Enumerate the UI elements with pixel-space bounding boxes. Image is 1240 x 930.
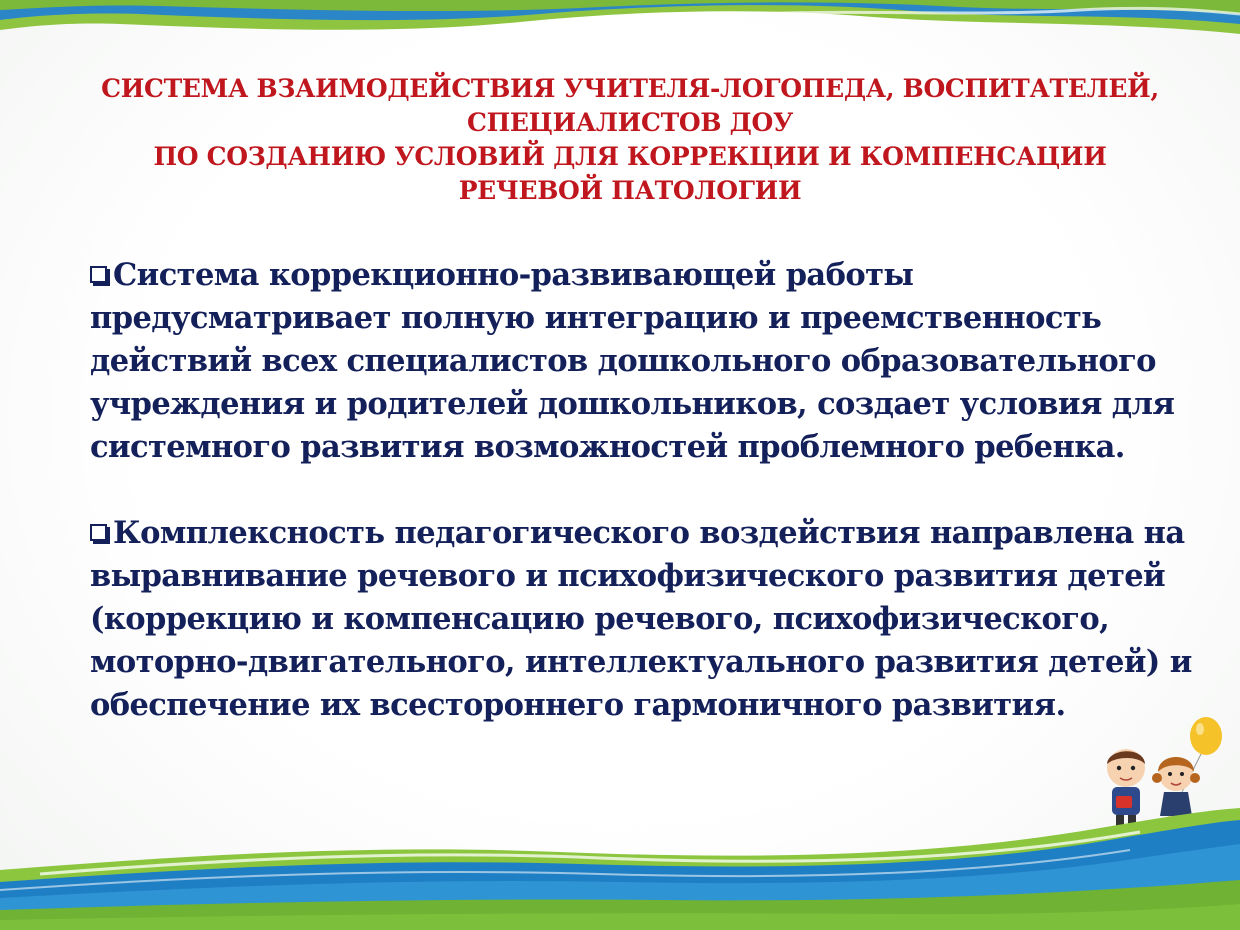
- slide-title: [80, 72, 1180, 208]
- bullet-line: действий всех специалистов дошкольного образовательного: [90, 343, 1156, 379]
- bullet-text: Комплексность педагогического воздействия направлена на: [113, 515, 1185, 551]
- bullet-line: учреждения и родителей дошкольников, создает условия для: [90, 386, 1175, 422]
- bullet-line: системного развития возможностей проблемного ребенка.: [90, 429, 1125, 465]
- bullet-line: обеспечение их всестороннего гармоничного развития.: [90, 687, 1066, 723]
- bullet-line-first: [90, 512, 1185, 555]
- bullet-item: [90, 512, 1192, 727]
- bottom-wave-decoration: [0, 770, 1240, 930]
- title-line: СПЕЦИАЛИСТОВ ДОУ: [466, 108, 794, 137]
- bullet-line: выравнивание речевого и психофизического развития детей: [90, 558, 1166, 594]
- checkbox-bullet-icon: [90, 266, 107, 283]
- title-line: ПО СОЗДАНИЮ УСЛОВИЙ ДЛЯ КОРРЕКЦИИ И КОМПЕНСАЦИИ: [153, 142, 1107, 171]
- top-wave-decoration: [0, 0, 1240, 70]
- title-line: СИСТЕМА ВЗАИМОДЕЙСТВИЯ УЧИТЕЛЯ-ЛОГОПЕДА, ВОСПИТАТЕЛЕЙ,: [101, 74, 1159, 103]
- bullet-item: [90, 254, 1175, 469]
- bullet-line: моторно-двигательного, интеллектуального развития детей) и: [90, 644, 1192, 680]
- bullet-line-first: [90, 254, 1170, 297]
- bullet-text: Система коррекционно-развивающей работы: [113, 257, 914, 293]
- checkbox-bullet-icon: [90, 524, 107, 541]
- title-line: РЕЧЕВОЙ ПАТОЛОГИИ: [458, 176, 802, 205]
- bullet-line: (коррекцию и компенсацию речевого, психофизического,: [90, 601, 1110, 637]
- bullet-list: [90, 254, 1192, 770]
- bullet-line: предусматривает полную интеграцию и преемственность: [90, 300, 1102, 336]
